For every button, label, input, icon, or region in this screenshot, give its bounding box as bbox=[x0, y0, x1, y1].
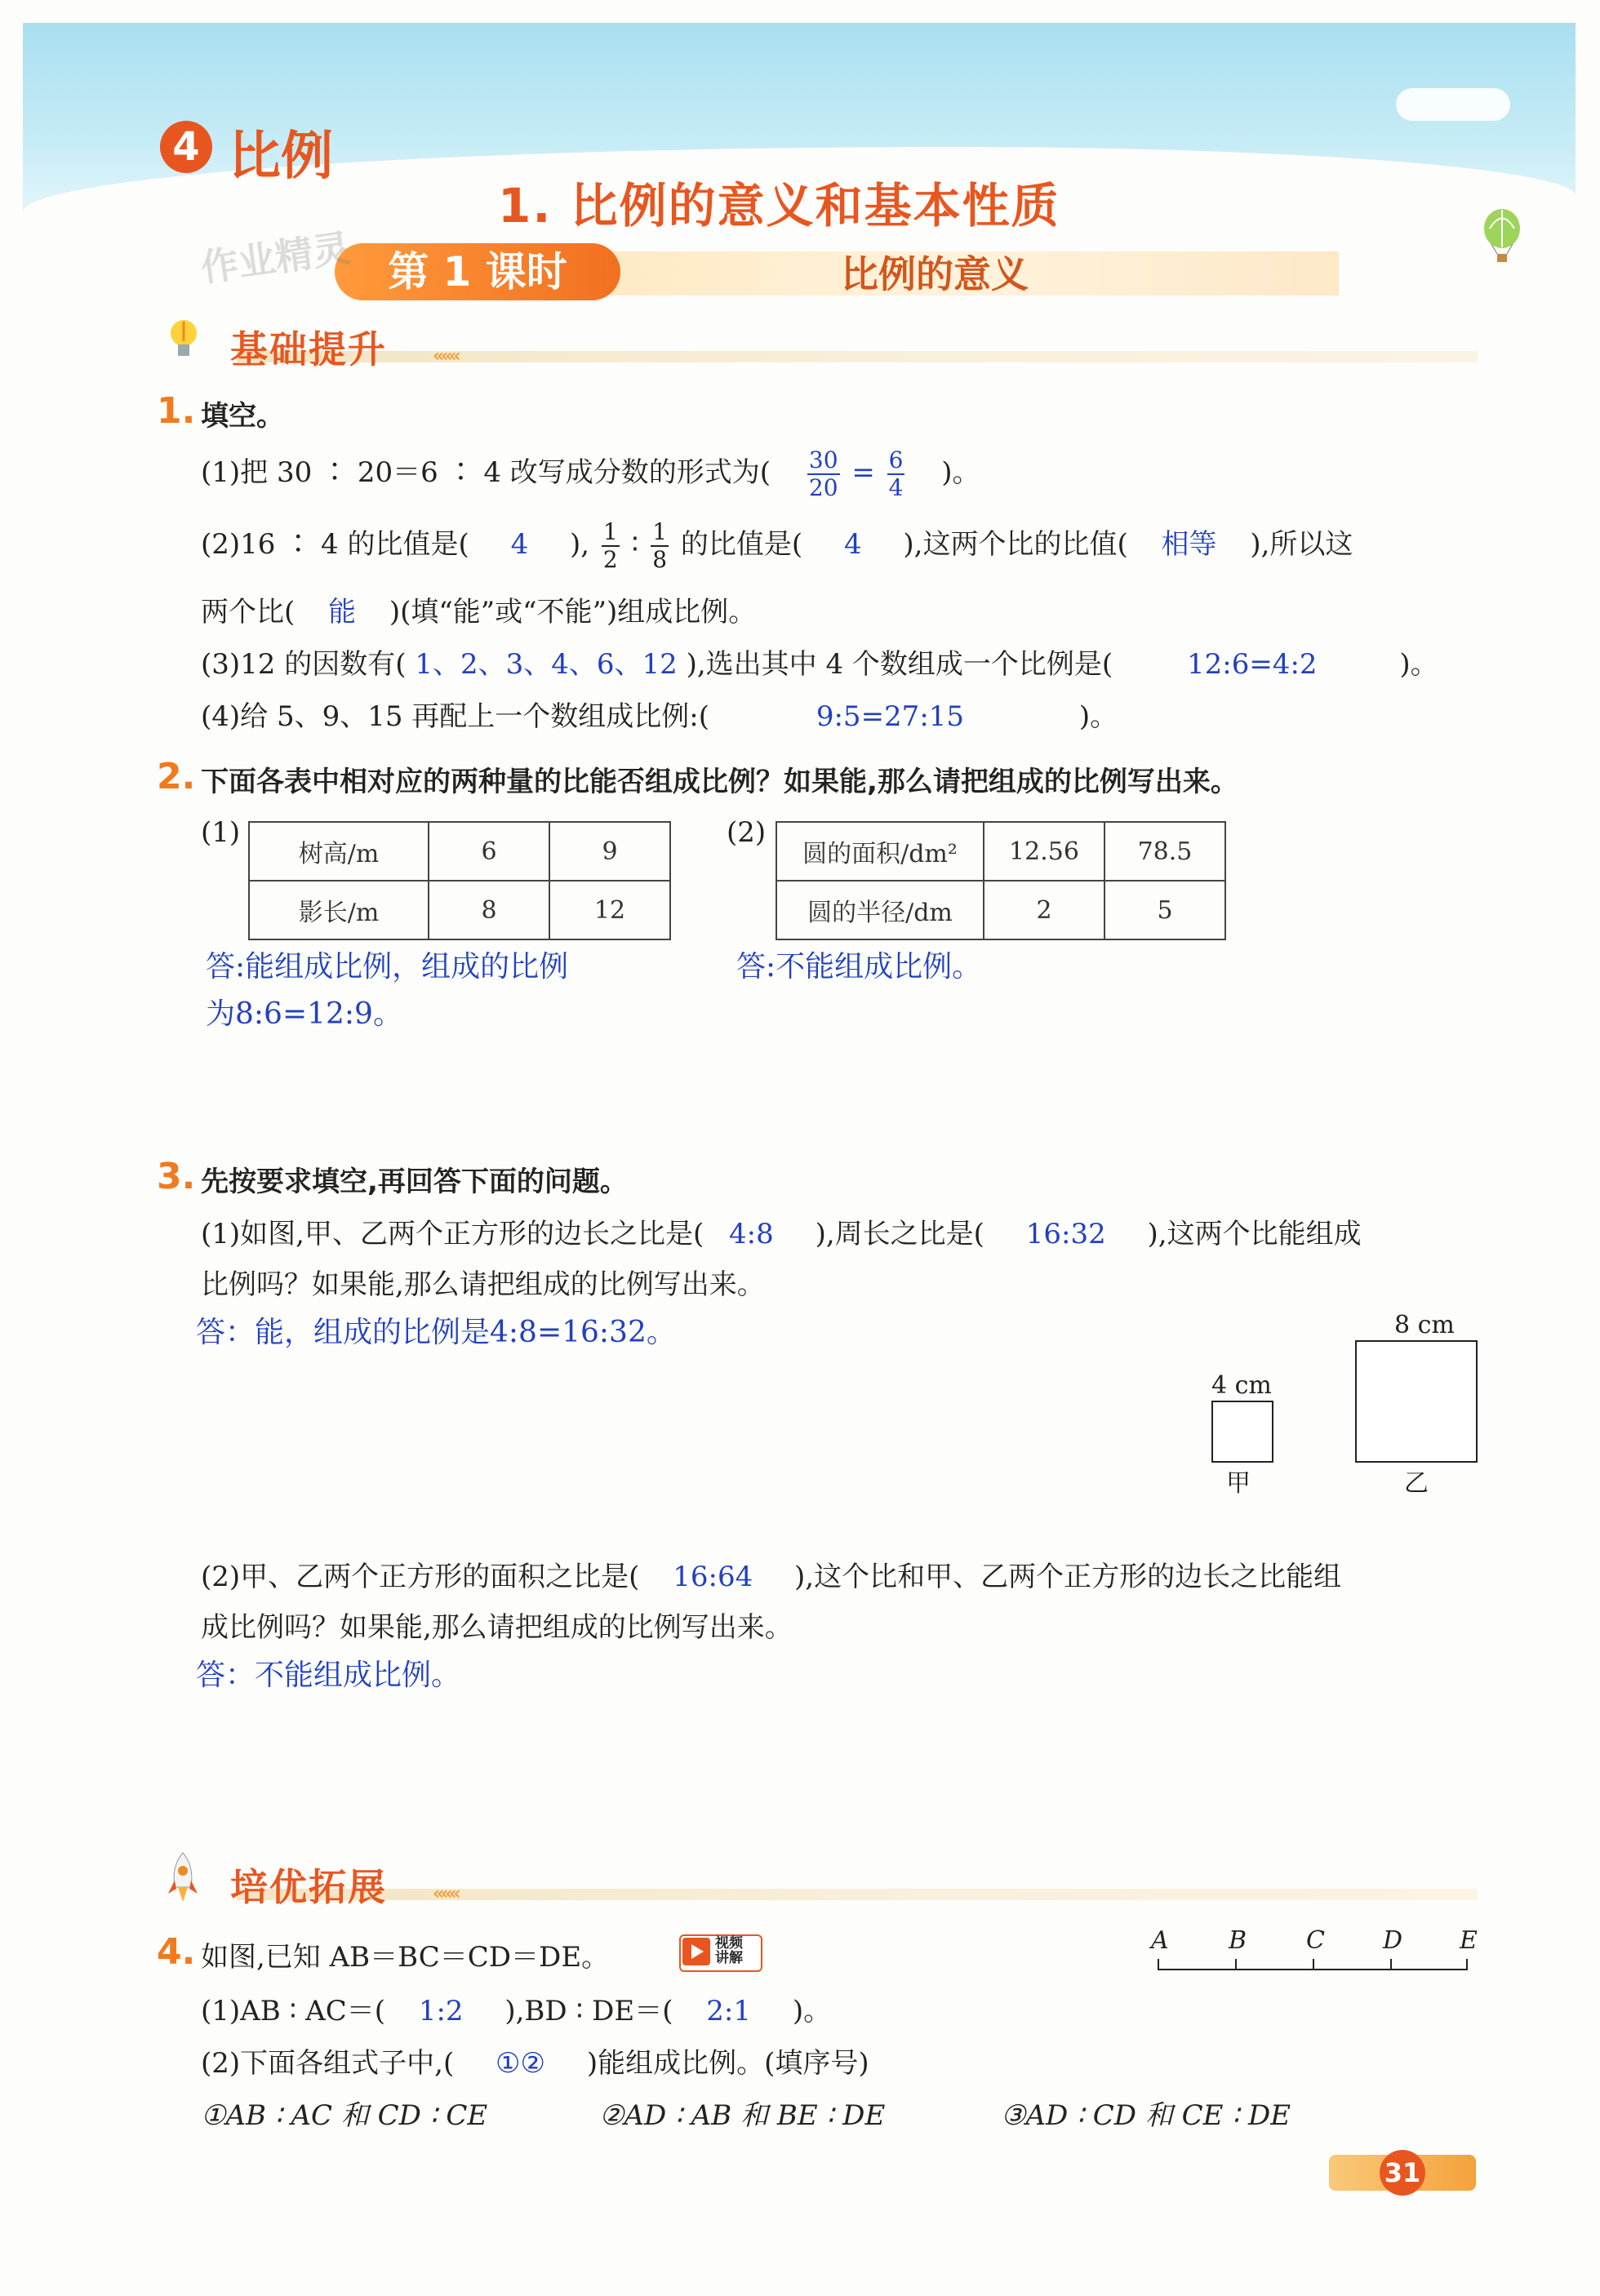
tick-mark bbox=[1158, 1959, 1159, 1970]
lesson-pill: 第 1 课时 bbox=[335, 243, 620, 300]
play-icon[interactable] bbox=[682, 1938, 710, 1965]
table-cell: 12 bbox=[549, 881, 670, 939]
q2-number: 2. bbox=[157, 756, 196, 797]
q3-number: 3. bbox=[157, 1156, 196, 1197]
q1-p3: (3)12 的因数有( 1、2、3、4、6、12 ),选出其中 4 个数组成一个比例是( 12:6=4:2 )。 bbox=[201, 648, 1438, 681]
q2-table2-label: (2) bbox=[727, 816, 767, 849]
chevron-icon: ««« bbox=[433, 1884, 458, 1904]
table-row bbox=[249, 881, 670, 939]
lightbulb-icon bbox=[167, 317, 200, 366]
q2-table-1 bbox=[248, 821, 671, 940]
unit-title: 比例 bbox=[229, 127, 333, 187]
q3-p1-answer-2: 16:32 bbox=[1025, 1218, 1106, 1250]
q1-title: 填空。 bbox=[201, 400, 284, 433]
tick-mark bbox=[1466, 1959, 1468, 1970]
tick-mark bbox=[1390, 1959, 1392, 1970]
square-jia-name: 甲 bbox=[1226, 1469, 1251, 1498]
table-cell: 12.56 bbox=[984, 822, 1104, 881]
table-cell: 6 bbox=[429, 822, 549, 881]
q4-option-3: ③AD ∶ CD 和 CE ∶ DE bbox=[1001, 2099, 1291, 2132]
rocket-icon bbox=[165, 1851, 201, 1905]
point-d: D bbox=[1383, 1926, 1403, 1955]
table-row bbox=[249, 822, 670, 881]
q4-p1-answer-2: 2:1 bbox=[706, 1995, 751, 2027]
q3-p2-line2: 成比例吗？如果能,那么请把组成的比例写出来。 bbox=[201, 1611, 793, 1644]
table-cell: 5 bbox=[1104, 881, 1225, 939]
table-cell: 78.5 bbox=[1104, 822, 1225, 881]
small-square-label: 4 cm bbox=[1211, 1371, 1272, 1400]
table-cell: 圆的面积/dm² bbox=[776, 822, 984, 881]
tick-mark bbox=[1313, 1959, 1314, 1970]
page-number: 31 bbox=[1380, 2150, 1425, 2196]
point-e: E bbox=[1460, 1926, 1478, 1955]
q1-p2-answer-1: 4 bbox=[510, 528, 529, 561]
q3-p2: (2)甲、乙两个正方形的面积之比是( 16:64 ),这个比和甲、乙两个正方形的边长之比能组 bbox=[201, 1561, 1342, 1593]
chevron-icon: ««« bbox=[433, 346, 458, 366]
q4-p1-answer-1: 1:2 bbox=[418, 1995, 464, 2027]
q1-p2-answer-3: 相等 bbox=[1161, 528, 1217, 561]
square-jia bbox=[1211, 1401, 1273, 1463]
big-square-label: 8 cm bbox=[1394, 1311, 1455, 1339]
q4-title: 如图,已知 AB＝BC＝CD＝DE。 bbox=[201, 1941, 610, 1974]
q1-p1: (1)把 30 ∶ 20＝6 ∶ 4 改写成分数的形式为( $\frac{30}{20}$ = $\frac{6}{4}$ )。 bbox=[201, 446, 980, 501]
section-line bbox=[237, 1889, 1478, 1900]
q4-p2-answer: ①② bbox=[496, 2047, 546, 2080]
lesson-title: 1. 比例的意义和基本性质 bbox=[498, 178, 1060, 233]
point-a: A bbox=[1151, 1926, 1169, 1955]
q3-p1-answer: 答：能，组成的比例是4:8=16:32。 bbox=[196, 1316, 676, 1349]
table-row bbox=[776, 822, 1225, 881]
q4-p1: (1)AB ∶ AC＝( 1:2 ),BD ∶ DE＝( 2:1 )。 bbox=[201, 1995, 832, 2027]
q1-number: 1. bbox=[157, 390, 196, 432]
video-badge-label: 视频讲解 bbox=[715, 1935, 743, 1966]
q3-p2-answer: 16:64 bbox=[673, 1561, 753, 1593]
q3-p1-line2: 比例吗？如果能,那么请把组成的比例写出来。 bbox=[201, 1268, 765, 1301]
q4-p2: (2)下面各组式子中,( ①② )能组成比例。(填序号) bbox=[201, 2047, 869, 2080]
q2-answer-1-line1: 答:能组成比例，组成的比例 bbox=[206, 950, 569, 984]
lesson-subtitle: 比例的意义 bbox=[841, 252, 1029, 296]
q2-title: 下面各表中相对应的两种量的比能否组成比例？如果能,那么请把组成的比例写出来。 bbox=[201, 766, 1238, 798]
point-c: C bbox=[1306, 1926, 1325, 1955]
table-cell: 8 bbox=[429, 881, 549, 939]
q1-p2-line2: 两个比( 能 )(填“能”或“不能”)组成比例。 bbox=[201, 596, 757, 628]
q1-p2: (2)16 ∶ 4 的比值是( 4 ), $\frac{1}{2}$ ∶ $\frac{1}{8}$ 的比值是( 4 ),这两个比的比值( 相等 ),所以这 bbox=[201, 518, 1353, 573]
hot-air-balloon-icon bbox=[1482, 208, 1522, 265]
cloud-icon bbox=[1396, 88, 1510, 121]
q4-number: 4. bbox=[157, 1931, 196, 1973]
section-extend: 培优拓展 bbox=[230, 1865, 387, 1909]
q3-p1: (1)如图,甲、乙两个正方形的边长之比是( 4:8 ),周长之比是( 16:32 ),这两个比能组成 bbox=[201, 1218, 1362, 1250]
table-cell: 2 bbox=[984, 881, 1104, 939]
q1-p3-answer-2: 12:6=4:2 bbox=[1186, 648, 1318, 681]
q3-title: 先按要求填空,再回答下面的问题。 bbox=[201, 1166, 628, 1198]
tick-mark bbox=[1235, 1959, 1237, 1970]
q2-table1-label: (1) bbox=[201, 816, 241, 849]
q2-answer-2: 答:不能组成比例。 bbox=[736, 950, 982, 984]
q1-p3-answer-1: 1、2、3、4、6、12 bbox=[415, 648, 678, 681]
q1-p4: (4)给 5、9、15 再配上一个数组成比例:( 9:5=27:15 )。 bbox=[201, 700, 1118, 733]
q2-answer-1-line2: 为8:6=12:9。 bbox=[206, 997, 402, 1031]
q1-p2-answer-2: 4 bbox=[843, 528, 862, 561]
table-cell: 圆的半径/dm bbox=[776, 881, 984, 939]
unit-number: 4 bbox=[160, 121, 212, 173]
table-cell: 影长/m bbox=[249, 881, 429, 939]
table-row bbox=[776, 881, 1225, 939]
q2-table-2 bbox=[776, 821, 1226, 940]
square-yi-name: 乙 bbox=[1404, 1469, 1429, 1498]
q3-p1-answer-1: 4:8 bbox=[729, 1218, 774, 1250]
section-basic: 基础提升 bbox=[230, 327, 387, 371]
watermark: 作业精灵 bbox=[198, 225, 353, 291]
point-b: B bbox=[1229, 1926, 1247, 1955]
square-yi bbox=[1355, 1340, 1478, 1463]
q1-p4-answer: 9:5=27:15 bbox=[816, 700, 965, 733]
section-line bbox=[237, 351, 1478, 362]
table-cell: 树高/m bbox=[249, 822, 429, 881]
table-cell: 9 bbox=[549, 822, 670, 881]
q4-option-2: ②AD ∶ AB 和 BE ∶ DE bbox=[599, 2099, 886, 2132]
q3-p2-answer-text: 答：不能组成比例。 bbox=[196, 1659, 461, 1692]
q1-p2-answer-4: 能 bbox=[328, 596, 357, 628]
q4-option-1: ①AB ∶ AC 和 CD ∶ CE bbox=[201, 2099, 488, 2132]
